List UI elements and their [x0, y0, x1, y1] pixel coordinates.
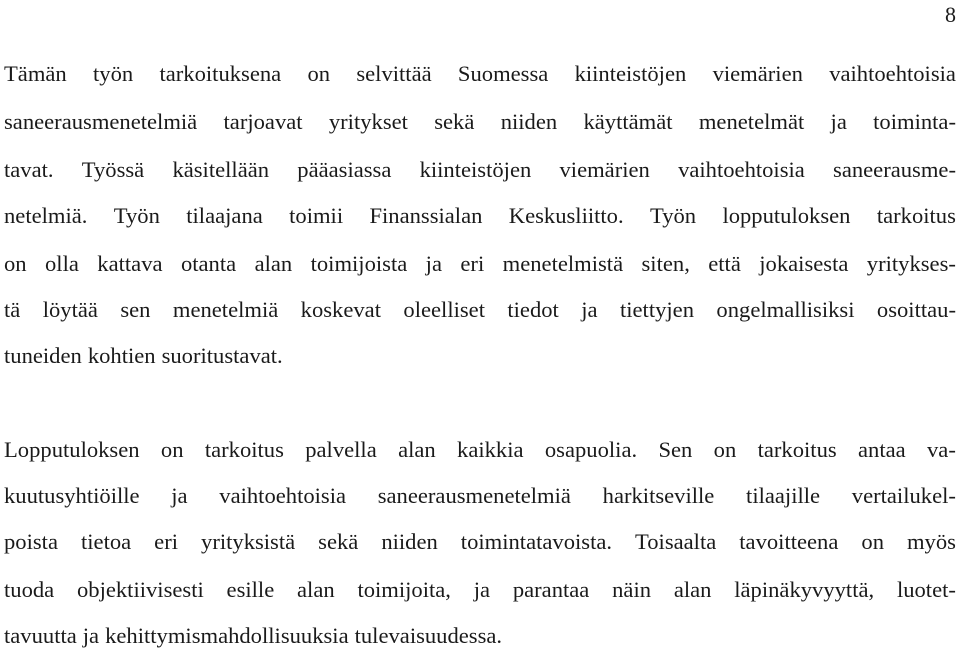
word: alan — [673, 577, 712, 602]
text-line — [4, 527, 956, 557]
word: tarjoavat — [223, 109, 303, 134]
word: viemärien — [559, 157, 650, 182]
word: lopputuloksen — [722, 203, 851, 228]
text-line — [4, 435, 956, 465]
word: objektiivisesti — [76, 577, 204, 602]
word: on — [307, 61, 331, 86]
word: Suomessa — [457, 61, 549, 86]
word: oleelliset — [403, 297, 485, 322]
word: toimii — [289, 203, 344, 228]
text-line — [4, 201, 956, 231]
word: kiinteistöjen — [574, 61, 687, 86]
text-line — [4, 295, 956, 325]
word: ja — [830, 109, 847, 134]
word: kohtien — [87, 343, 156, 368]
word: koskevat — [300, 297, 381, 322]
word: olla — [45, 251, 79, 276]
word: ja — [82, 623, 100, 648]
word: tiedot — [507, 297, 559, 322]
word: esille — [226, 577, 275, 602]
word: Finanssialan — [369, 203, 483, 228]
word: tulevaisuudessa. — [354, 623, 503, 648]
word: tarkoituksena — [159, 61, 282, 86]
word: tavuutta — [4, 623, 77, 648]
word: yrityksistä — [201, 529, 296, 554]
word: selvittää — [356, 61, 432, 86]
word: alan — [297, 577, 335, 602]
word: siten, — [641, 251, 690, 276]
word: on — [861, 529, 884, 554]
word: käsitellään — [172, 157, 270, 182]
text-line — [4, 249, 956, 279]
word: luotet- — [896, 577, 956, 602]
page-number: 8 — [945, 2, 956, 27]
word: tietoa — [80, 529, 132, 554]
word: suoritustavat. — [161, 343, 283, 368]
text-line — [4, 155, 956, 185]
word: läpinäkyvyyttä, — [734, 577, 875, 602]
text-line — [4, 107, 956, 137]
word: sekä — [318, 529, 359, 554]
word: toimijoita, — [357, 577, 451, 602]
word: palvella — [305, 437, 377, 462]
word: jokaisesta — [759, 251, 849, 276]
word: ja — [171, 483, 188, 508]
word: pääasiassa — [297, 157, 392, 182]
word: vaihtoehtoisia — [219, 483, 347, 508]
word: otanta — [180, 251, 237, 276]
word: va- — [927, 437, 956, 462]
word: sekä — [434, 109, 475, 134]
word: viemärien — [712, 61, 803, 86]
word: ja — [473, 577, 491, 602]
word: toimintatavoista. — [460, 529, 613, 554]
word: myös — [906, 529, 956, 554]
word: yritykses- — [866, 251, 956, 276]
word: on — [713, 437, 737, 462]
word: menetelmistä — [502, 251, 624, 276]
word: että — [708, 251, 741, 276]
word: eri — [460, 251, 485, 276]
word: ja — [581, 297, 598, 322]
word: kattava — [97, 251, 163, 276]
word: eri — [154, 529, 179, 554]
word: tavoitteena — [739, 529, 839, 554]
word: käyttämät — [583, 109, 673, 134]
word: Tämän — [4, 61, 67, 86]
word: tilaajana — [186, 203, 263, 228]
word: Työn — [113, 203, 160, 228]
word: löytää — [42, 297, 98, 322]
word: vertailukel- — [851, 483, 956, 508]
text-line — [4, 621, 956, 651]
text-line — [4, 481, 956, 511]
word: tavat. — [4, 157, 54, 182]
word: tuneiden — [4, 343, 82, 368]
word: ongelmallisiksi — [716, 297, 855, 322]
word: sen — [120, 297, 151, 322]
word: menetelmät — [698, 109, 805, 134]
word: niiden — [500, 109, 558, 134]
word: saneerausmenetelmiä — [4, 109, 198, 134]
word: niiden — [381, 529, 438, 554]
word: tä — [4, 297, 21, 322]
word: Lopputuloksen — [4, 437, 140, 462]
text-line — [4, 59, 956, 89]
text-line — [4, 341, 956, 371]
word: parantaa — [512, 577, 590, 602]
word: harkitseville — [602, 483, 715, 508]
word: näin — [612, 577, 652, 602]
word: saneerausmenetelmiä — [377, 483, 571, 508]
word: Työssä — [81, 157, 145, 182]
word: osapuolia. — [544, 437, 638, 462]
word: tarkoitus — [876, 203, 956, 228]
word: työn — [93, 61, 134, 86]
word: Keskusliitto. — [508, 203, 624, 228]
word: vaihtoehtoisia — [678, 157, 805, 182]
word: on — [160, 437, 184, 462]
word: yritykset — [328, 109, 408, 134]
word: alan — [398, 437, 436, 462]
word: Toisaalta — [635, 529, 717, 554]
word: toimijoista — [310, 251, 408, 276]
word: tiettyjen — [619, 297, 695, 322]
word: netelmiä. — [4, 203, 88, 228]
word: kiinteistöjen — [419, 157, 532, 182]
word: osoittau- — [876, 297, 956, 322]
word: alan — [254, 251, 293, 276]
word: poista — [4, 529, 58, 554]
word: saneerausme- — [833, 157, 956, 182]
word: menetelmiä — [172, 297, 279, 322]
word: toiminta- — [873, 109, 956, 134]
word: vaihtoehtoisia — [829, 61, 956, 86]
word: tuoda — [4, 577, 55, 602]
word: tarkoitus — [757, 437, 837, 462]
word: Sen — [658, 437, 693, 462]
word: ja — [425, 251, 442, 276]
word: kaikkia — [457, 437, 524, 462]
word: on — [4, 251, 27, 276]
word: kehittymismahdollisuuksia — [105, 623, 349, 648]
word: tarkoitus — [204, 437, 284, 462]
word: Työn — [649, 203, 697, 228]
word: tilaajille — [746, 483, 821, 508]
word: kuutusyhtiöille — [4, 483, 140, 508]
text-line — [4, 575, 956, 605]
word: antaa — [858, 437, 906, 462]
